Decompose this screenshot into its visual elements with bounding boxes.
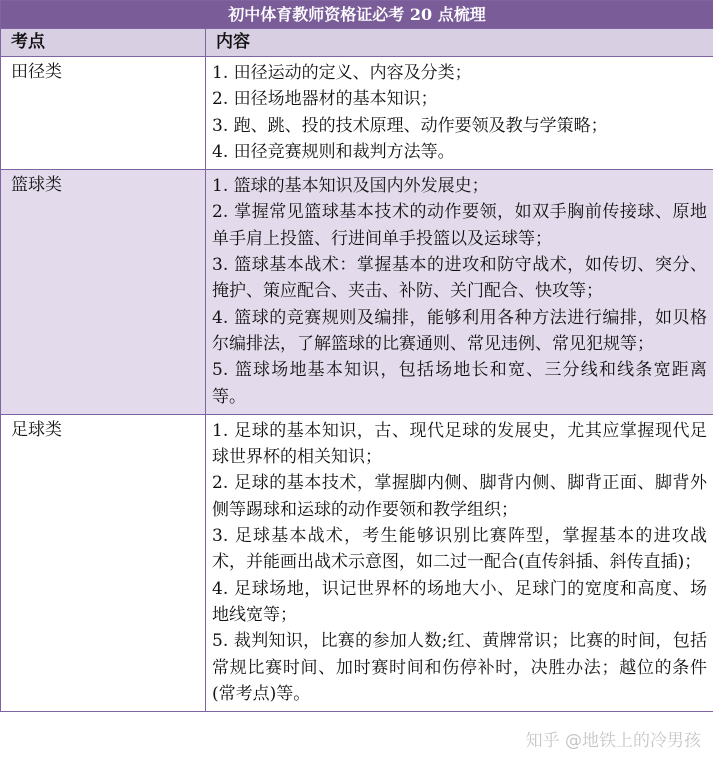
list-item: 2. 田径场地器材的基本知识；: [212, 89, 438, 110]
topic-cell: 田径类: [1, 57, 206, 170]
list-item: 2. 掌握常见篮球基本技术的动作要领，如双手胸前传接球、原地单手肩上投篮、行进间单手投篮以及运球等；: [212, 202, 708, 249]
list-item: 5. 篮球场地基本知识，包括场地长和宽、三分线和线条宽距离等。: [212, 360, 708, 407]
list-item: 4. 田径竞赛规则和裁判方法等。: [212, 141, 455, 162]
header-topic: 考点: [1, 29, 206, 57]
title-row: [1, 1, 713, 29]
list-item: 3. 足球基本战术，考生能够识别比赛阵型，掌握基本的进攻战术，并能画出战术示意图，如二过一配合(直传斜插、斜传直插)；: [212, 526, 708, 573]
header-row: [1, 29, 713, 57]
list-item: 5. 裁判知识，比赛的参加人数;红、黄牌常识；比赛的时间，包括常规比赛时间、加时赛时间和伤停补时，决胜办法；越位的条件(常考点)等。: [212, 631, 708, 704]
table-row-football: [1, 414, 713, 711]
list-item: 1. 篮球的基本知识及国内外发展史；: [212, 176, 489, 197]
content-cell: [206, 414, 713, 711]
list-item: 1. 足球的基本知识，古、现代足球的发展史，尤其应掌握现代足球世界杯的相关知识；: [212, 420, 708, 468]
content-cell: [206, 170, 713, 415]
topic-cell: 足球类: [1, 414, 206, 711]
header-content: 内容: [206, 29, 713, 57]
list-item: 2. 足球的基本技术，掌握脚内侧、脚背内侧、脚背正面、脚背外侧等踢球和运球的动作要领和教学组织；: [212, 473, 708, 520]
list-item: 4. 足球场地，识记世界杯的场地大小、足球门的宽度和高度、场地线宽等；: [212, 578, 708, 625]
topic-cell: 篮球类: [1, 170, 206, 415]
table-row-basketball: [1, 170, 713, 415]
table-row-track: [1, 57, 713, 170]
table-title: 初中体育教师资格证必考 20 点梳理: [1, 1, 713, 29]
list-item: 3. 篮球基本战术：掌握基本的进攻和防守战术，如传切、突分、掩护、策应配合、夹击、补防、关门配合、快攻等；: [212, 255, 708, 302]
list-item: 3. 跑、跳、投的技术原理、动作要领及教与学策略；: [212, 115, 608, 136]
watermark: 知乎 @地铁上的冷男孩: [525, 731, 701, 751]
list-item: 1. 田径运动的定义、内容及分类；: [212, 63, 472, 83]
content-cell: [206, 57, 713, 170]
list-item: 4. 篮球的竞赛规则及编排，能够利用各种方法进行编排，如贝格尔编排法，了解篮球的比赛通则、常见违例、常见犯规等；: [212, 307, 708, 354]
